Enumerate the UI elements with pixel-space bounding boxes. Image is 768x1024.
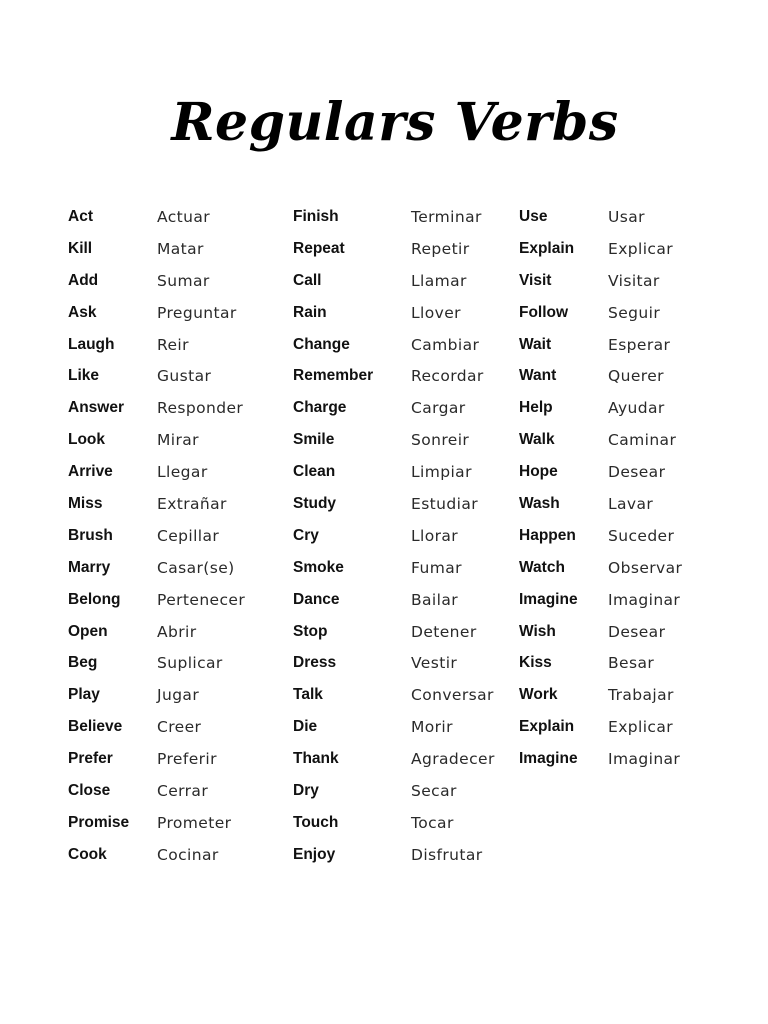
verb-row: [68, 268, 278, 300]
spanish-translation: Prometer: [157, 813, 232, 832]
spanish-translation: Lavar: [608, 495, 654, 514]
verb-row: [68, 459, 278, 491]
verb-row: [519, 236, 719, 268]
verb-row: [68, 682, 278, 714]
english-verb: Work: [519, 686, 558, 704]
spanish-translation: Ayudar: [608, 399, 665, 418]
verb-row: [519, 650, 719, 682]
verb-row: [293, 746, 508, 778]
spanish-translation: Cepillar: [157, 526, 220, 545]
english-verb: Study: [293, 495, 337, 513]
spanish-translation: Jugar: [157, 686, 200, 705]
english-verb: Dance: [293, 590, 340, 608]
spanish-translation: Esperar: [608, 335, 671, 354]
verb-row: [68, 619, 278, 651]
verb-row: [293, 300, 508, 332]
english-verb: Die: [293, 718, 318, 736]
english-verb: Answer: [68, 399, 124, 417]
verb-row: [68, 587, 278, 619]
english-verb: Miss: [68, 495, 103, 513]
spanish-translation: Agradecer: [411, 750, 495, 769]
verb-row: [293, 204, 508, 236]
verb-row: [68, 810, 278, 842]
verb-row: [293, 682, 508, 714]
spanish-translation: Imaginar: [608, 750, 681, 769]
english-verb: Repeat: [293, 239, 345, 257]
spanish-translation: Cerrar: [157, 782, 209, 801]
english-verb: Use: [519, 208, 548, 225]
spanish-translation: Mirar: [157, 431, 199, 450]
spanish-translation: Usar: [608, 208, 645, 226]
verb-row: [519, 714, 719, 746]
verb-row: [68, 778, 278, 810]
english-verb: Beg: [68, 654, 98, 672]
english-verb: Kiss: [519, 654, 552, 672]
english-verb: Brush: [68, 526, 113, 544]
verb-row: [519, 746, 719, 778]
spanish-translation: Tocar: [411, 813, 454, 832]
spanish-translation: Vestir: [411, 654, 458, 673]
english-verb: Open: [68, 622, 108, 640]
verb-row: [68, 650, 278, 682]
english-verb: Close: [68, 782, 111, 800]
verb-row: [68, 842, 278, 874]
verb-row: [519, 459, 719, 491]
spanish-translation: Llamar: [411, 271, 467, 290]
spanish-translation: Bailar: [411, 590, 459, 609]
english-verb: Laugh: [68, 335, 115, 353]
verb-row: [293, 268, 508, 300]
spanish-translation: Explicar: [608, 239, 674, 258]
spanish-translation: Extrañar: [157, 495, 227, 514]
english-verb: Rain: [293, 303, 327, 321]
spanish-translation: Gustar: [157, 367, 212, 386]
spanish-translation: Llegar: [157, 463, 208, 482]
spanish-translation: Besar: [608, 654, 655, 673]
verb-column-2: [293, 204, 508, 874]
spanish-translation: Preguntar: [157, 303, 237, 322]
spanish-translation: Llover: [411, 303, 461, 322]
spanish-translation: Caminar: [608, 431, 677, 450]
english-verb: Want: [519, 367, 557, 385]
verb-row: [68, 523, 278, 555]
spanish-translation: Desear: [608, 622, 666, 641]
english-verb: Change: [293, 335, 350, 353]
verb-row: [519, 682, 719, 714]
english-verb: Prefer: [68, 750, 113, 768]
verb-column-3: [519, 204, 719, 778]
english-verb: Watch: [519, 558, 565, 576]
english-verb: Add: [68, 271, 99, 289]
english-verb: Talk: [293, 686, 323, 704]
english-verb: Wish: [519, 622, 556, 640]
spanish-translation: Creer: [157, 718, 202, 737]
verb-row: [519, 363, 719, 395]
english-verb: Wash: [519, 495, 560, 513]
spanish-translation: Estudiar: [411, 495, 478, 514]
verb-row: [293, 714, 508, 746]
english-verb: Belong: [68, 590, 121, 608]
verb-row: [68, 300, 278, 332]
english-verb: Follow: [519, 303, 569, 321]
verb-row: [293, 650, 508, 682]
spanish-translation: Morir: [411, 718, 453, 737]
spanish-translation: Preferir: [157, 750, 217, 769]
spanish-translation: Explicar: [608, 718, 674, 737]
english-verb: Arrive: [68, 463, 113, 481]
english-verb: Enjoy: [293, 845, 336, 863]
verb-row: [293, 810, 508, 842]
verb-row: [519, 491, 719, 523]
english-verb: Thank: [293, 750, 339, 768]
verb-row: [68, 204, 278, 236]
english-verb: Look: [68, 431, 106, 449]
spanish-translation: Responder: [157, 399, 244, 418]
spanish-translation: Seguir: [608, 303, 661, 322]
english-verb: Kill: [68, 239, 93, 257]
spanish-translation: Limpiar: [411, 463, 472, 482]
spanish-translation: Abrir: [157, 622, 197, 641]
english-verb: Walk: [519, 431, 555, 449]
english-verb: Smoke: [293, 558, 344, 576]
spanish-translation: Visitar: [608, 271, 660, 290]
verb-row: [293, 778, 508, 810]
spanish-translation: Cocinar: [157, 845, 219, 864]
verb-row: [68, 332, 278, 364]
english-verb: Charge: [293, 399, 347, 417]
english-verb: Cook: [68, 845, 107, 863]
english-verb: Ask: [68, 303, 97, 321]
spanish-translation: Casar(se): [157, 558, 235, 577]
spanish-translation: Recordar: [411, 367, 484, 386]
verb-row: [519, 523, 719, 555]
spanish-translation: Llorar: [411, 526, 459, 545]
spanish-translation: Desear: [608, 463, 666, 482]
english-verb: Happen: [519, 526, 576, 544]
verb-row: [293, 523, 508, 555]
spanish-translation: Cambiar: [411, 335, 480, 354]
english-verb: Touch: [293, 813, 339, 831]
english-verb: Explain: [519, 718, 575, 736]
verb-row: [519, 427, 719, 459]
verb-row: [519, 300, 719, 332]
verb-row: [68, 395, 278, 427]
verb-row: [519, 555, 719, 587]
english-verb: Dress: [293, 654, 337, 672]
spanish-translation: Actuar: [157, 208, 211, 226]
spanish-translation: Terminar: [411, 208, 482, 226]
verb-row: [519, 204, 719, 236]
verb-row: [293, 587, 508, 619]
english-verb: Imagine: [519, 750, 578, 768]
verb-row: [68, 363, 278, 395]
english-verb: Call: [293, 271, 322, 289]
english-verb: Visit: [519, 271, 552, 289]
english-verb: Imagine: [519, 590, 578, 608]
spanish-translation: Detener: [411, 622, 477, 641]
spanish-translation: Reir: [157, 335, 189, 354]
spanish-translation: Pertenecer: [157, 590, 246, 609]
spanish-translation: Sumar: [157, 271, 210, 290]
verb-column-1: [68, 204, 278, 874]
english-verb: Promise: [68, 813, 130, 831]
spanish-translation: Fumar: [411, 558, 462, 577]
verb-row: [293, 332, 508, 364]
verb-row: [68, 236, 278, 268]
english-verb: Explain: [519, 239, 575, 257]
english-verb: Help: [519, 399, 553, 417]
verb-row: [68, 555, 278, 587]
spanish-translation: Cargar: [411, 399, 466, 418]
english-verb: Smile: [293, 431, 335, 449]
verb-row: [293, 459, 508, 491]
verb-row: [293, 395, 508, 427]
spanish-translation: Conversar: [411, 686, 494, 705]
spanish-translation: Suceder: [608, 526, 675, 545]
verb-row: [293, 236, 508, 268]
verb-row: [293, 427, 508, 459]
spanish-translation: Trabajar: [608, 686, 674, 705]
english-verb: Like: [68, 367, 100, 385]
verb-row: [68, 427, 278, 459]
english-verb: Remember: [293, 367, 374, 385]
english-verb: Cry: [293, 526, 319, 544]
english-verb: Stop: [293, 622, 328, 640]
spanish-translation: Matar: [157, 239, 204, 258]
english-verb: Clean: [293, 463, 336, 481]
verb-row: [293, 619, 508, 651]
english-verb: Hope: [519, 463, 558, 481]
english-verb: Wait: [519, 335, 552, 353]
english-verb: Believe: [68, 718, 123, 736]
spanish-translation: Secar: [411, 782, 457, 801]
spanish-translation: Querer: [608, 367, 664, 386]
verb-row: [519, 395, 719, 427]
verb-row: [68, 491, 278, 523]
verb-row: [293, 842, 508, 874]
verb-row: [293, 491, 508, 523]
spanish-translation: Repetir: [411, 239, 470, 258]
spanish-translation: Observar: [608, 558, 683, 577]
verb-row: [519, 332, 719, 364]
verb-row: [68, 714, 278, 746]
english-verb: Finish: [293, 208, 339, 225]
english-verb: Act: [68, 208, 93, 225]
verb-row: [519, 268, 719, 300]
verb-row: [519, 619, 719, 651]
verb-row: [293, 363, 508, 395]
verb-row: [68, 746, 278, 778]
page-title: Regulars Verbs: [171, 92, 619, 153]
english-verb: Dry: [293, 782, 319, 800]
verb-row: [519, 587, 719, 619]
spanish-translation: Imaginar: [608, 590, 681, 609]
english-verb: Play: [68, 686, 100, 704]
spanish-translation: Disfrutar: [411, 845, 483, 864]
spanish-translation: Suplicar: [157, 654, 223, 673]
verb-row: [293, 555, 508, 587]
spanish-translation: Sonreir: [411, 431, 470, 450]
english-verb: Marry: [68, 558, 111, 576]
